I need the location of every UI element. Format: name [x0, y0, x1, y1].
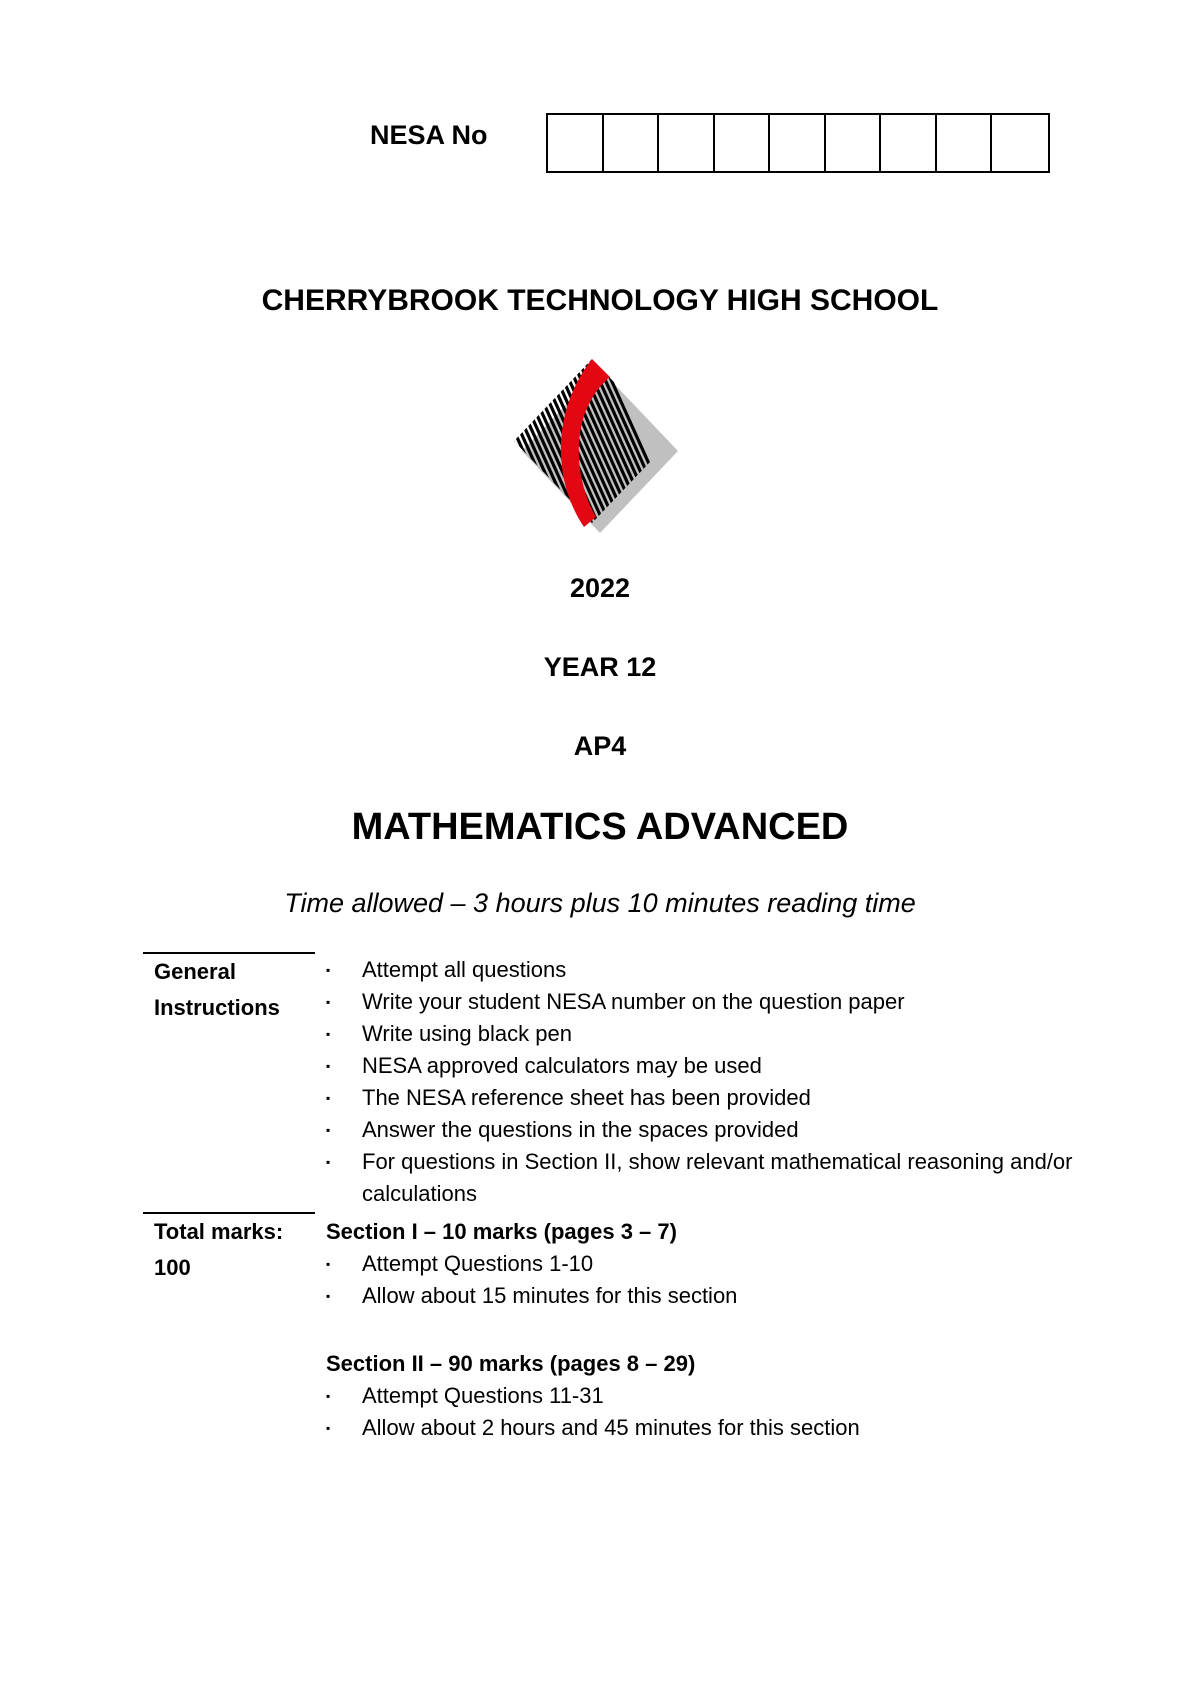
nesa-digit-box[interactable]	[937, 115, 993, 171]
nesa-digit-box[interactable]	[881, 115, 937, 171]
list-item: ▪ The NESA reference sheet has been provided	[326, 1082, 1086, 1114]
list-item: ▪ For questions in Section II, show relevant mathematical reasoning and/or calculations	[326, 1146, 1086, 1210]
exam-subject: MATHEMATICS ADVANCED	[351, 806, 849, 848]
list-item: ▪ Allow about 15 minutes for this section	[326, 1280, 1086, 1312]
nesa-digit-box[interactable]	[604, 115, 660, 171]
section-1-list	[326, 1248, 1086, 1312]
section-1-title: Section I – 10 marks (pages 3 – 7)	[326, 1219, 677, 1244]
nesa-number-label: NESA No	[370, 120, 488, 150]
general-instructions-list	[326, 954, 1086, 1210]
exam-year: 2022	[569, 573, 631, 603]
total-marks-label: Total marks: 100	[154, 1219, 284, 1280]
nesa-digit-box[interactable]	[770, 115, 826, 171]
list-item: ▪ Write your student NESA number on the question paper	[326, 986, 1086, 1018]
nesa-digit-box[interactable]	[715, 115, 771, 171]
exam-grade: YEAR 12	[543, 652, 657, 682]
school-crest-logo-icon	[500, 355, 700, 555]
section-2-title: Section II – 90 marks (pages 8 – 29)	[326, 1351, 696, 1376]
list-item: ▪ Attempt Questions 11-31	[326, 1380, 1086, 1412]
nesa-digit-box[interactable]	[826, 115, 882, 171]
section-2-list	[326, 1380, 1086, 1444]
list-item: ▪ Attempt all questions	[326, 954, 1086, 986]
exam-code: AP4	[573, 731, 627, 761]
list-item: ▪ Attempt Questions 1-10	[326, 1248, 1086, 1280]
nesa-digit-box[interactable]	[992, 115, 1048, 171]
time-allowed: Time allowed – 3 hours plus 10 minutes reading time	[284, 888, 916, 918]
list-item: ▪ Answer the questions in the spaces provided	[326, 1114, 1086, 1146]
list-item: ▪ Allow about 2 hours and 45 minutes for this section	[326, 1412, 1086, 1444]
nesa-number-boxes[interactable]	[546, 113, 1050, 173]
list-item: ▪ Write using black pen	[326, 1018, 1086, 1050]
list-item: ▪ NESA approved calculators may be used	[326, 1050, 1086, 1082]
nesa-digit-box[interactable]	[548, 115, 604, 171]
nesa-digit-box[interactable]	[659, 115, 715, 171]
school-name: CHERRYBROOK TECHNOLOGY HIGH SCHOOL	[261, 284, 939, 317]
general-instructions-label: General Instructions	[154, 959, 280, 1020]
